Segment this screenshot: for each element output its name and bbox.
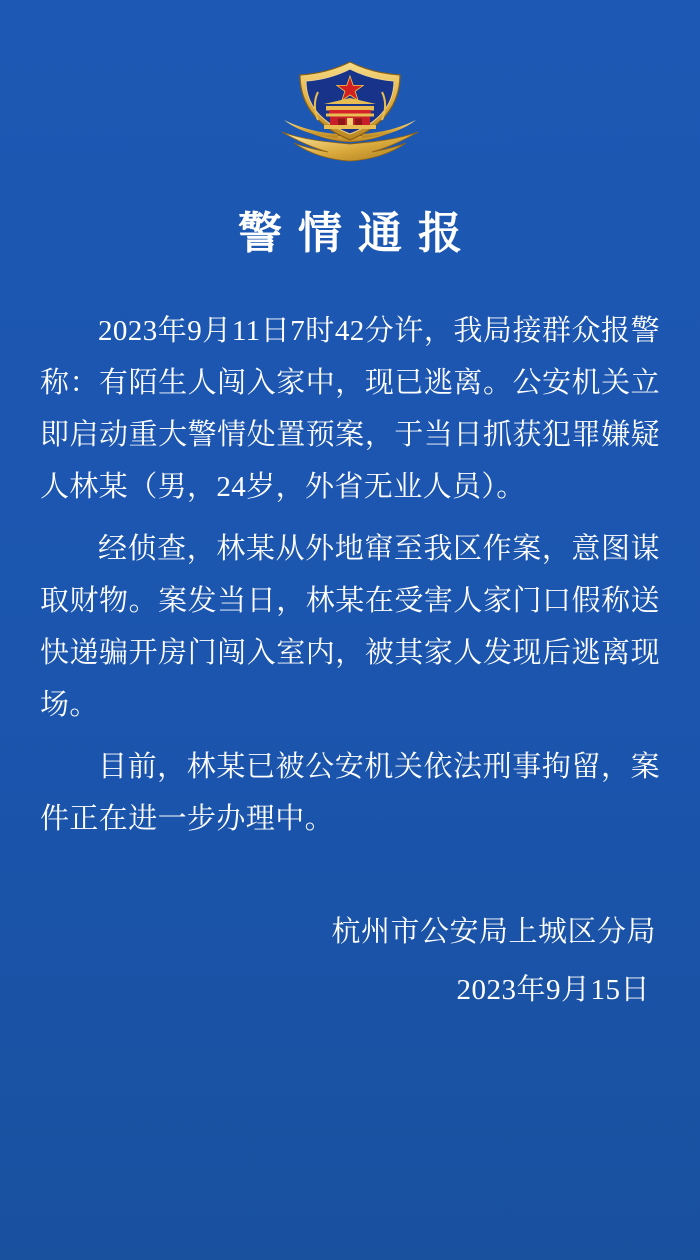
notice-paragraph-1: 2023年9月11日7时42分许，我局接群众报警称：有陌生人闯入家中，现已逃离。公安机关立即启动重大警情处置预案，于当日抓获犯罪嫌疑人林某（男，24岁，外省无业人员）。 bbox=[40, 314, 660, 503]
china-police-emblem-icon bbox=[270, 48, 430, 166]
signature-block bbox=[34, 907, 666, 1015]
issuing-organization: 杭州市公安局上城区分局 bbox=[331, 915, 656, 948]
notice-body bbox=[34, 305, 666, 845]
page-title: 警情通报 bbox=[238, 209, 478, 258]
notice-paragraph-2: 经侦查，林某从外地窜至我区作案，意图谋取财物。案发当日，林某在受害人家门口假称送快递骗开房门闯入室内，被其家人发现后逃离现场。 bbox=[40, 532, 660, 721]
issue-date: 2023年9月15日 bbox=[456, 973, 650, 1006]
notice-paragraph-3: 目前，林某已被公安机关依法刑事拘留，案件正在进一步办理中。 bbox=[40, 750, 660, 835]
emblem-container bbox=[34, 0, 666, 166]
